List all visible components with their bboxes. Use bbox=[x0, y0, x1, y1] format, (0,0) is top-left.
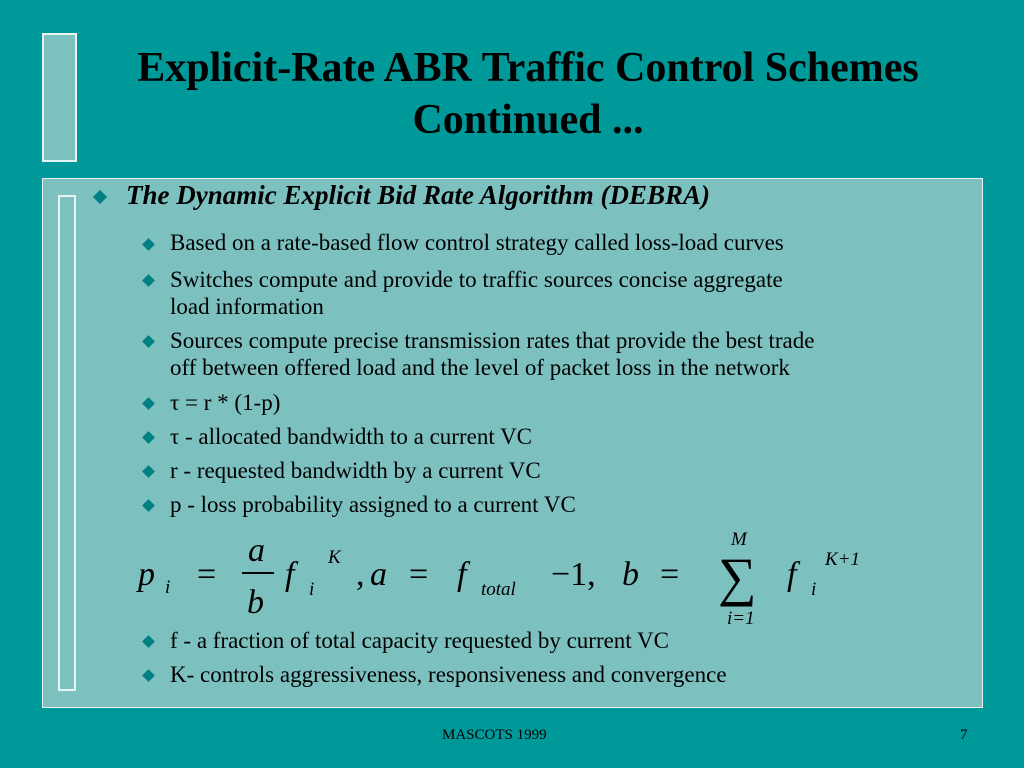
title-line-1: Explicit-Rate ABR Traffic Control Schemes bbox=[137, 45, 919, 91]
formula-b-denominator: b bbox=[247, 584, 264, 621]
formula-sub-total: total bbox=[481, 579, 516, 600]
bullet-diamond-icon bbox=[144, 467, 153, 476]
formula-sum-lower: i=1 bbox=[727, 608, 755, 629]
formula-a-numerator: a bbox=[248, 532, 265, 569]
debra-formula bbox=[135, 527, 895, 629]
formula-eq-2: = bbox=[409, 556, 429, 593]
bullet-diamond-icon bbox=[144, 671, 153, 680]
accent-bar-left bbox=[58, 195, 76, 691]
bullet-item: Based on a rate-based flow control strategy called loss-load curves bbox=[170, 230, 784, 255]
bullet-item: Switches compute and provide to traffic sources concise aggregate bbox=[170, 267, 783, 292]
formula-b: b bbox=[622, 556, 639, 593]
bullet-item: p - loss probability assigned to a current VC bbox=[170, 492, 576, 517]
formula-minus-one: −1, bbox=[551, 556, 596, 593]
bullet-item: f - a fraction of total capacity requested by current VC bbox=[170, 628, 669, 653]
bullet-item: τ = r * (1-p) bbox=[170, 390, 281, 415]
formula-sup-K: K bbox=[328, 547, 341, 568]
footer-conference: MASCOTS 1999 bbox=[442, 727, 547, 743]
formula-sub-i: i bbox=[165, 577, 171, 598]
formula-eq-3: = bbox=[660, 556, 680, 593]
formula-p: p bbox=[138, 556, 155, 593]
bullet-diamond-icon bbox=[144, 637, 153, 646]
formula-sum-upper-M: M bbox=[731, 529, 747, 550]
formula-sigma: ∑ bbox=[718, 547, 757, 607]
formula-f-sub-i: i bbox=[309, 579, 315, 600]
formula-sup-K-plus-1: K+1 bbox=[825, 549, 860, 570]
formula-f-total: f bbox=[457, 556, 467, 593]
formula-comma: , bbox=[356, 556, 365, 593]
bullet-diamond-icon bbox=[144, 433, 153, 442]
bullet-item: τ - allocated bandwidth to a current VC bbox=[170, 424, 533, 449]
formula-f-sum-sub-i: i bbox=[811, 579, 817, 600]
bullet-item-continued: load information bbox=[170, 294, 324, 319]
title-line-2: Continued ... bbox=[412, 97, 644, 143]
bullet-item: r - requested bandwidth by a current VC bbox=[170, 458, 541, 483]
formula-eq: = bbox=[197, 556, 217, 593]
bullet-diamond-icon bbox=[144, 337, 153, 346]
bullet-diamond-icon bbox=[144, 240, 153, 249]
bullet-item-continued: off between offered load and the level of packet loss in the network bbox=[170, 355, 790, 380]
heading-bullet: The Dynamic Explicit Bid Rate Algorithm (DEBRA) bbox=[126, 180, 711, 210]
bullet-diamond-icon bbox=[144, 501, 153, 510]
footer-page-number: 7 bbox=[960, 727, 968, 743]
bullet-diamond-icon bbox=[144, 276, 153, 285]
bullet-diamond-icon bbox=[95, 192, 105, 202]
formula-f: f bbox=[285, 556, 295, 593]
formula-f-sum: f bbox=[787, 556, 797, 593]
bullet-diamond-icon bbox=[144, 399, 153, 408]
accent-bar-top bbox=[42, 33, 77, 162]
bullet-item: K- controls aggressiveness, responsiveness and convergence bbox=[170, 662, 727, 687]
slide-title bbox=[82, 42, 974, 146]
bullet-item: Sources compute precise transmission rates that provide the best trade bbox=[170, 328, 815, 353]
formula-a: a bbox=[370, 556, 387, 593]
